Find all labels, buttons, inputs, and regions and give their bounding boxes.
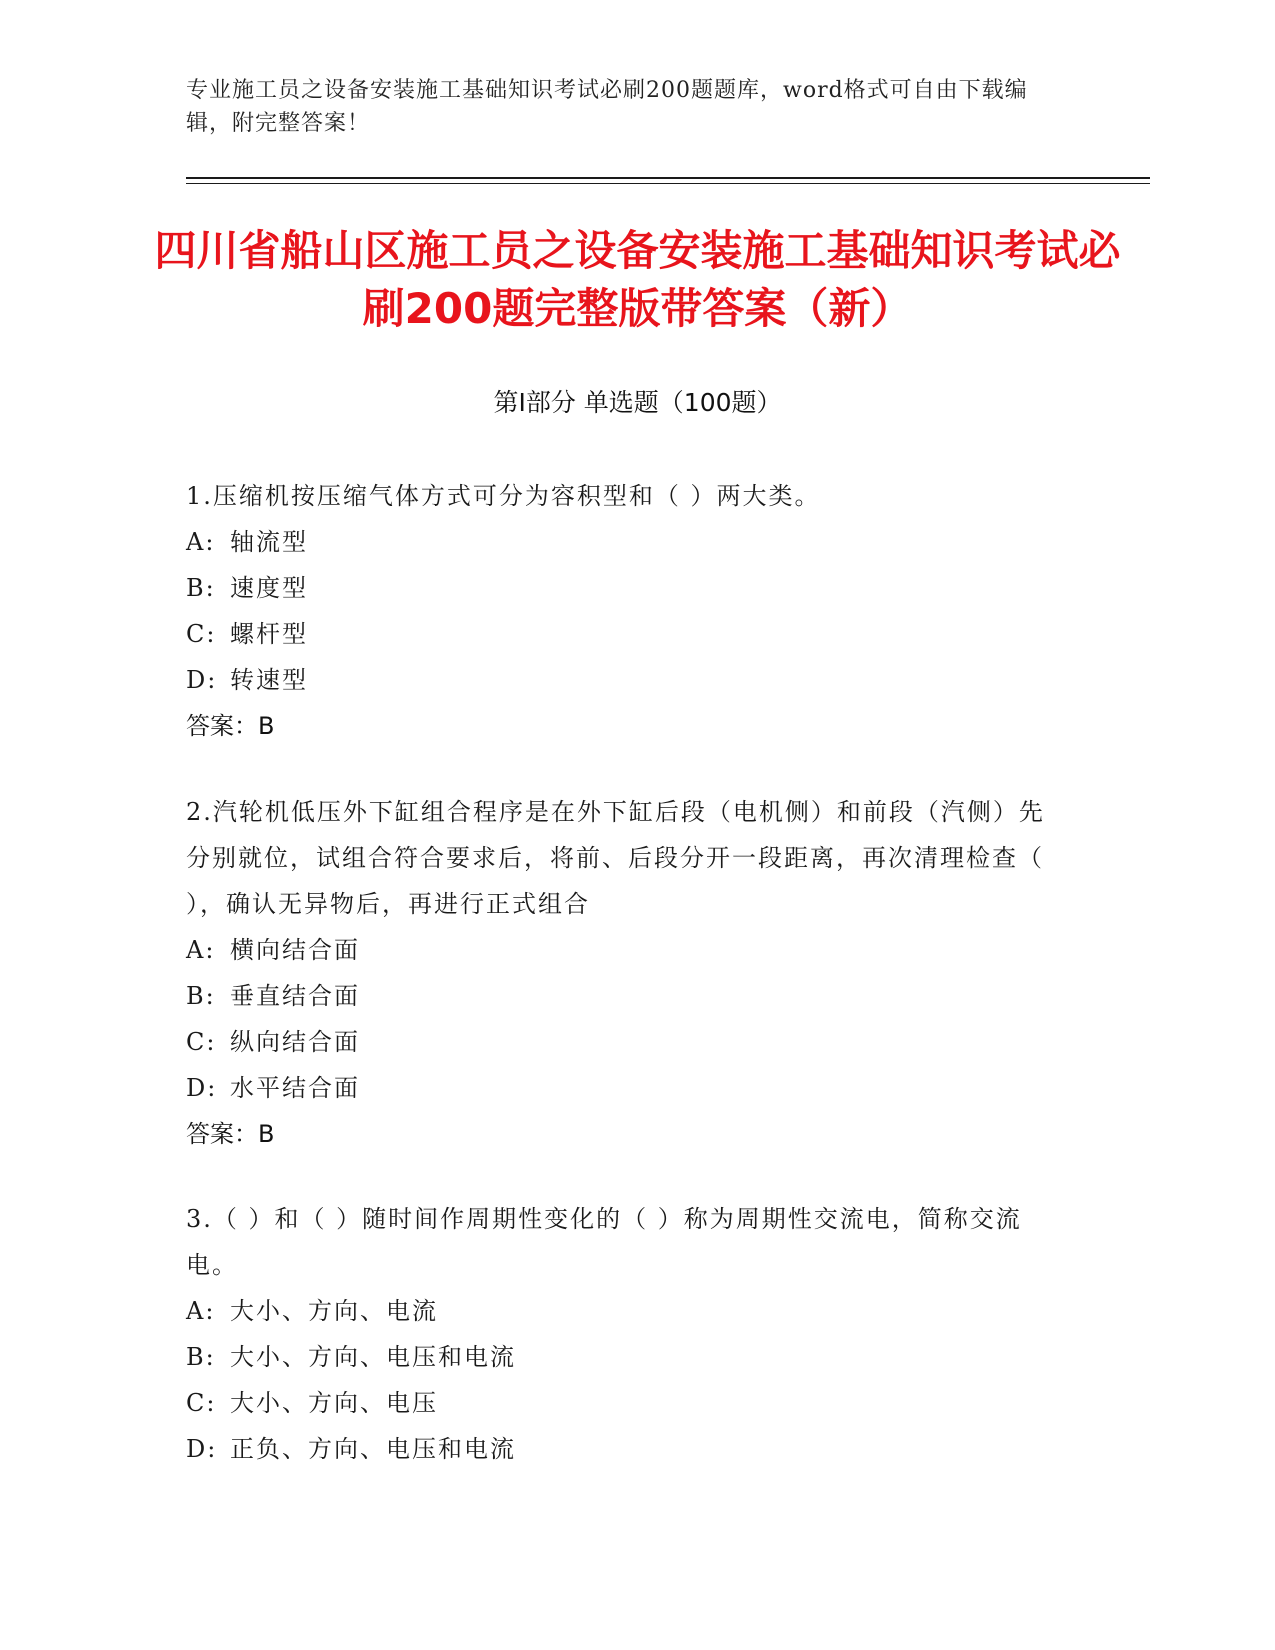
option-d [186, 1065, 1066, 1111]
option-text: 大小、方向、电压和电流 [230, 1343, 516, 1371]
option-d [186, 1426, 1066, 1472]
option-b [186, 565, 1066, 611]
option-a [186, 927, 1066, 973]
option-key: D: [186, 666, 218, 694]
option-a [186, 1288, 1066, 1334]
option-key: B: [186, 982, 216, 1010]
option-text: 大小、方向、电压 [230, 1389, 438, 1417]
option-c [186, 1019, 1066, 1065]
option-key: D: [186, 1435, 218, 1463]
option-text: 垂直结合面 [230, 982, 360, 1010]
option-key: B: [186, 1343, 216, 1371]
option-key: C: [186, 620, 217, 648]
question-stem: 1.压缩机按压缩气体方式可分为容积型和（ ）两大类。 [186, 482, 821, 510]
option-text: 转速型 [230, 666, 308, 694]
question-3 [186, 1196, 1066, 1472]
option-text: 螺杆型 [230, 620, 308, 648]
section-heading: 第Ⅰ部分 单选题（100题） [493, 388, 782, 417]
header-rule-thin [186, 183, 1150, 184]
option-text: 大小、方向、电流 [230, 1297, 438, 1325]
answer-line: 答案：B [186, 712, 275, 740]
option-key: D: [186, 1074, 218, 1102]
option-c [186, 1380, 1066, 1426]
option-text: 轴流型 [230, 528, 308, 556]
option-b [186, 1334, 1066, 1380]
option-text: 正负、方向、电压和电流 [230, 1435, 516, 1463]
option-key: B: [186, 574, 216, 602]
document-title: 四川省船山区施工员之设备安装施工基础知识考试必刷200题完整版带答案（新） [154, 226, 1121, 333]
header-rule-thick [186, 177, 1150, 179]
option-key: A: [186, 936, 216, 964]
option-text: 纵向结合面 [230, 1028, 360, 1056]
answer-line: 答案：B [186, 1120, 275, 1148]
question-1 [186, 473, 1066, 749]
header-note: 专业施工员之设备安装施工基础知识考试必刷200题题库，word格式可自由下载编辑，附完整答案！ [186, 78, 1028, 136]
option-a [186, 519, 1066, 565]
question-stem: 2.汽轮机低压外下缸组合程序是在外下缸后段（电机侧）和前段（汽侧）先分别就位，试组合符合要求后，将前、后段分开一段距离，再次清理检查（ ），确认无异物后，再进行正式组合 [186, 798, 1045, 918]
option-key: A: [186, 528, 216, 556]
option-text: 横向结合面 [230, 936, 360, 964]
question-2 [186, 789, 1066, 1157]
option-d [186, 657, 1066, 703]
option-b [186, 973, 1066, 1019]
option-text: 水平结合面 [230, 1074, 360, 1102]
question-stem: 3.（ ）和（ ）随时间作周期性变化的（ ）称为周期性交流电，简称交流电。 [186, 1205, 1022, 1279]
option-text: 速度型 [230, 574, 308, 602]
option-key: C: [186, 1028, 217, 1056]
option-c [186, 611, 1066, 657]
option-key: A: [186, 1297, 216, 1325]
option-key: C: [186, 1389, 217, 1417]
